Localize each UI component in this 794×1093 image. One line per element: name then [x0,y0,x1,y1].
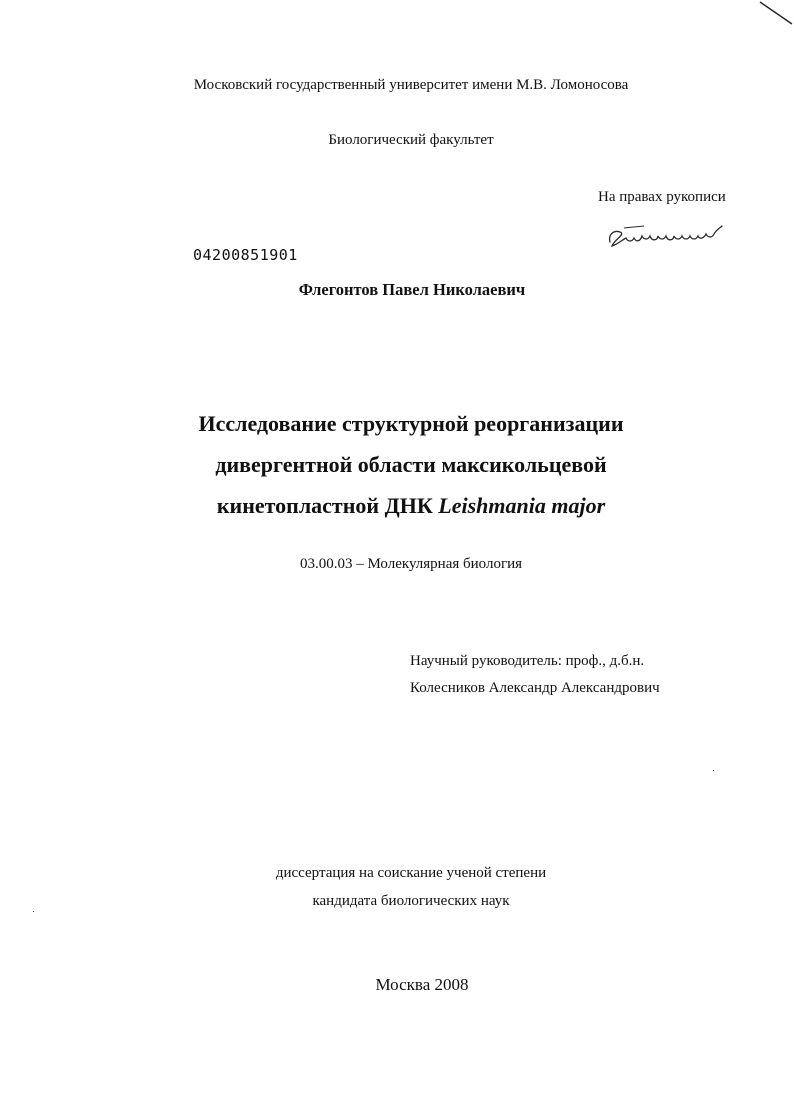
dissertation-title [0,403,794,526]
degree-statement [0,859,794,915]
university-name: Московский государственный университет имени М.В. Ломоносова [193,77,629,93]
supervisor-name: Колесников Александр Александрович [410,680,660,696]
title-line-3 [0,485,794,526]
species-name: Leishmania major [438,493,606,518]
specialty-code: 03.00.03 – Молекулярная биология [299,556,523,572]
title-line-1: Исследование структурной реорганизации [198,411,624,436]
registry-number-stamp: 04200851901 [193,246,298,264]
scan-corner-mark [758,0,794,26]
manuscript-rights-label: На правах рукописи [598,189,726,205]
scan-speck [713,770,714,771]
handwritten-signature [604,216,734,250]
city-year: Москва 2008 [375,975,469,994]
supervisor-block [410,648,660,702]
author-name: Флегонтов Павел Николаевич [298,280,526,299]
scan-speck [33,911,34,912]
degree-line-1: диссертация на соискание ученой степени [275,865,547,881]
title-line-3-prefix: кинетопластной ДНК [216,493,433,518]
supervisor-title: Научный руководитель: проф., д.б.н. [410,653,645,669]
faculty-name: Биологический факультет [328,132,494,148]
title-line-2: дивергентной области максикольцевой [215,452,607,477]
degree-line-2: кандидата биологических наук [312,893,510,909]
